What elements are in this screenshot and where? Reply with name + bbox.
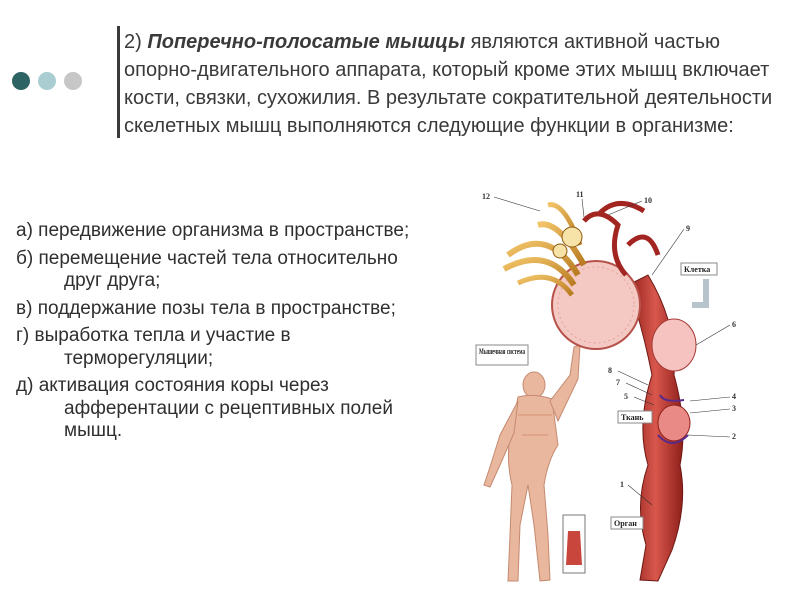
callout-8: 8 (608, 366, 612, 375)
human-figure (484, 345, 580, 581)
organ-inset-muscle (566, 531, 582, 565)
dot-light (38, 72, 56, 90)
intro-bold-term: Поперечно-полосатые мышцы (147, 31, 466, 53)
function-item: б) перемещение частей тела относительно друг друга; (16, 247, 398, 291)
tag-cell (681, 263, 717, 305)
myofibril-bundle (504, 205, 584, 295)
muscle-column (628, 275, 696, 581)
intro-number: 2) (124, 31, 148, 53)
dot-grey (64, 72, 82, 90)
function-item: д) активация состояния коры через афферентации с рецептивных полей мышц. (16, 375, 393, 441)
intro-paragraph (124, 28, 796, 140)
tag-organ (611, 517, 643, 529)
functions-list (16, 220, 436, 448)
dot-dark (12, 72, 30, 90)
tag-organ-label: Орган (614, 519, 637, 528)
callout-4: 4 (732, 392, 736, 401)
callout-10: 10 (644, 196, 652, 205)
tag-cell-label: Клетка (684, 265, 711, 274)
callout-7: 7 (616, 378, 620, 387)
bullet-dots (12, 72, 82, 90)
intro-text: являются активной частью опорно-двигательного аппарата, который кроме этих мышц включает кости, связки, сухожилия. В результате сократительной деятельности скелетных мышц выполняются следующие функции в организме: (124, 31, 773, 137)
tag-tissue-label: Ткань (621, 413, 644, 422)
callout-5: 5 (624, 392, 628, 401)
callout-2: 2 (732, 432, 736, 441)
tag-muscle-system-label: Мышечная система (479, 347, 525, 356)
callout-3: 3 (732, 404, 736, 413)
callout-9: 9 (686, 224, 690, 233)
muscle-structure-illustration (448, 185, 800, 600)
function-item: г) выработка тепла и участие в терморегуляции; (16, 325, 291, 369)
callout-1: 1 (620, 480, 624, 489)
tag-muscle-system (476, 345, 528, 365)
callout-6: 6 (732, 320, 736, 329)
callout-11: 11 (576, 190, 584, 199)
callout-12: 12 (482, 192, 490, 201)
function-item: в) поддержание позы тела в пространстве; (16, 297, 396, 319)
vertical-divider (117, 26, 120, 138)
function-item: а) передвижение организма в пространстве; (16, 220, 410, 241)
tag-tissue (618, 411, 652, 423)
